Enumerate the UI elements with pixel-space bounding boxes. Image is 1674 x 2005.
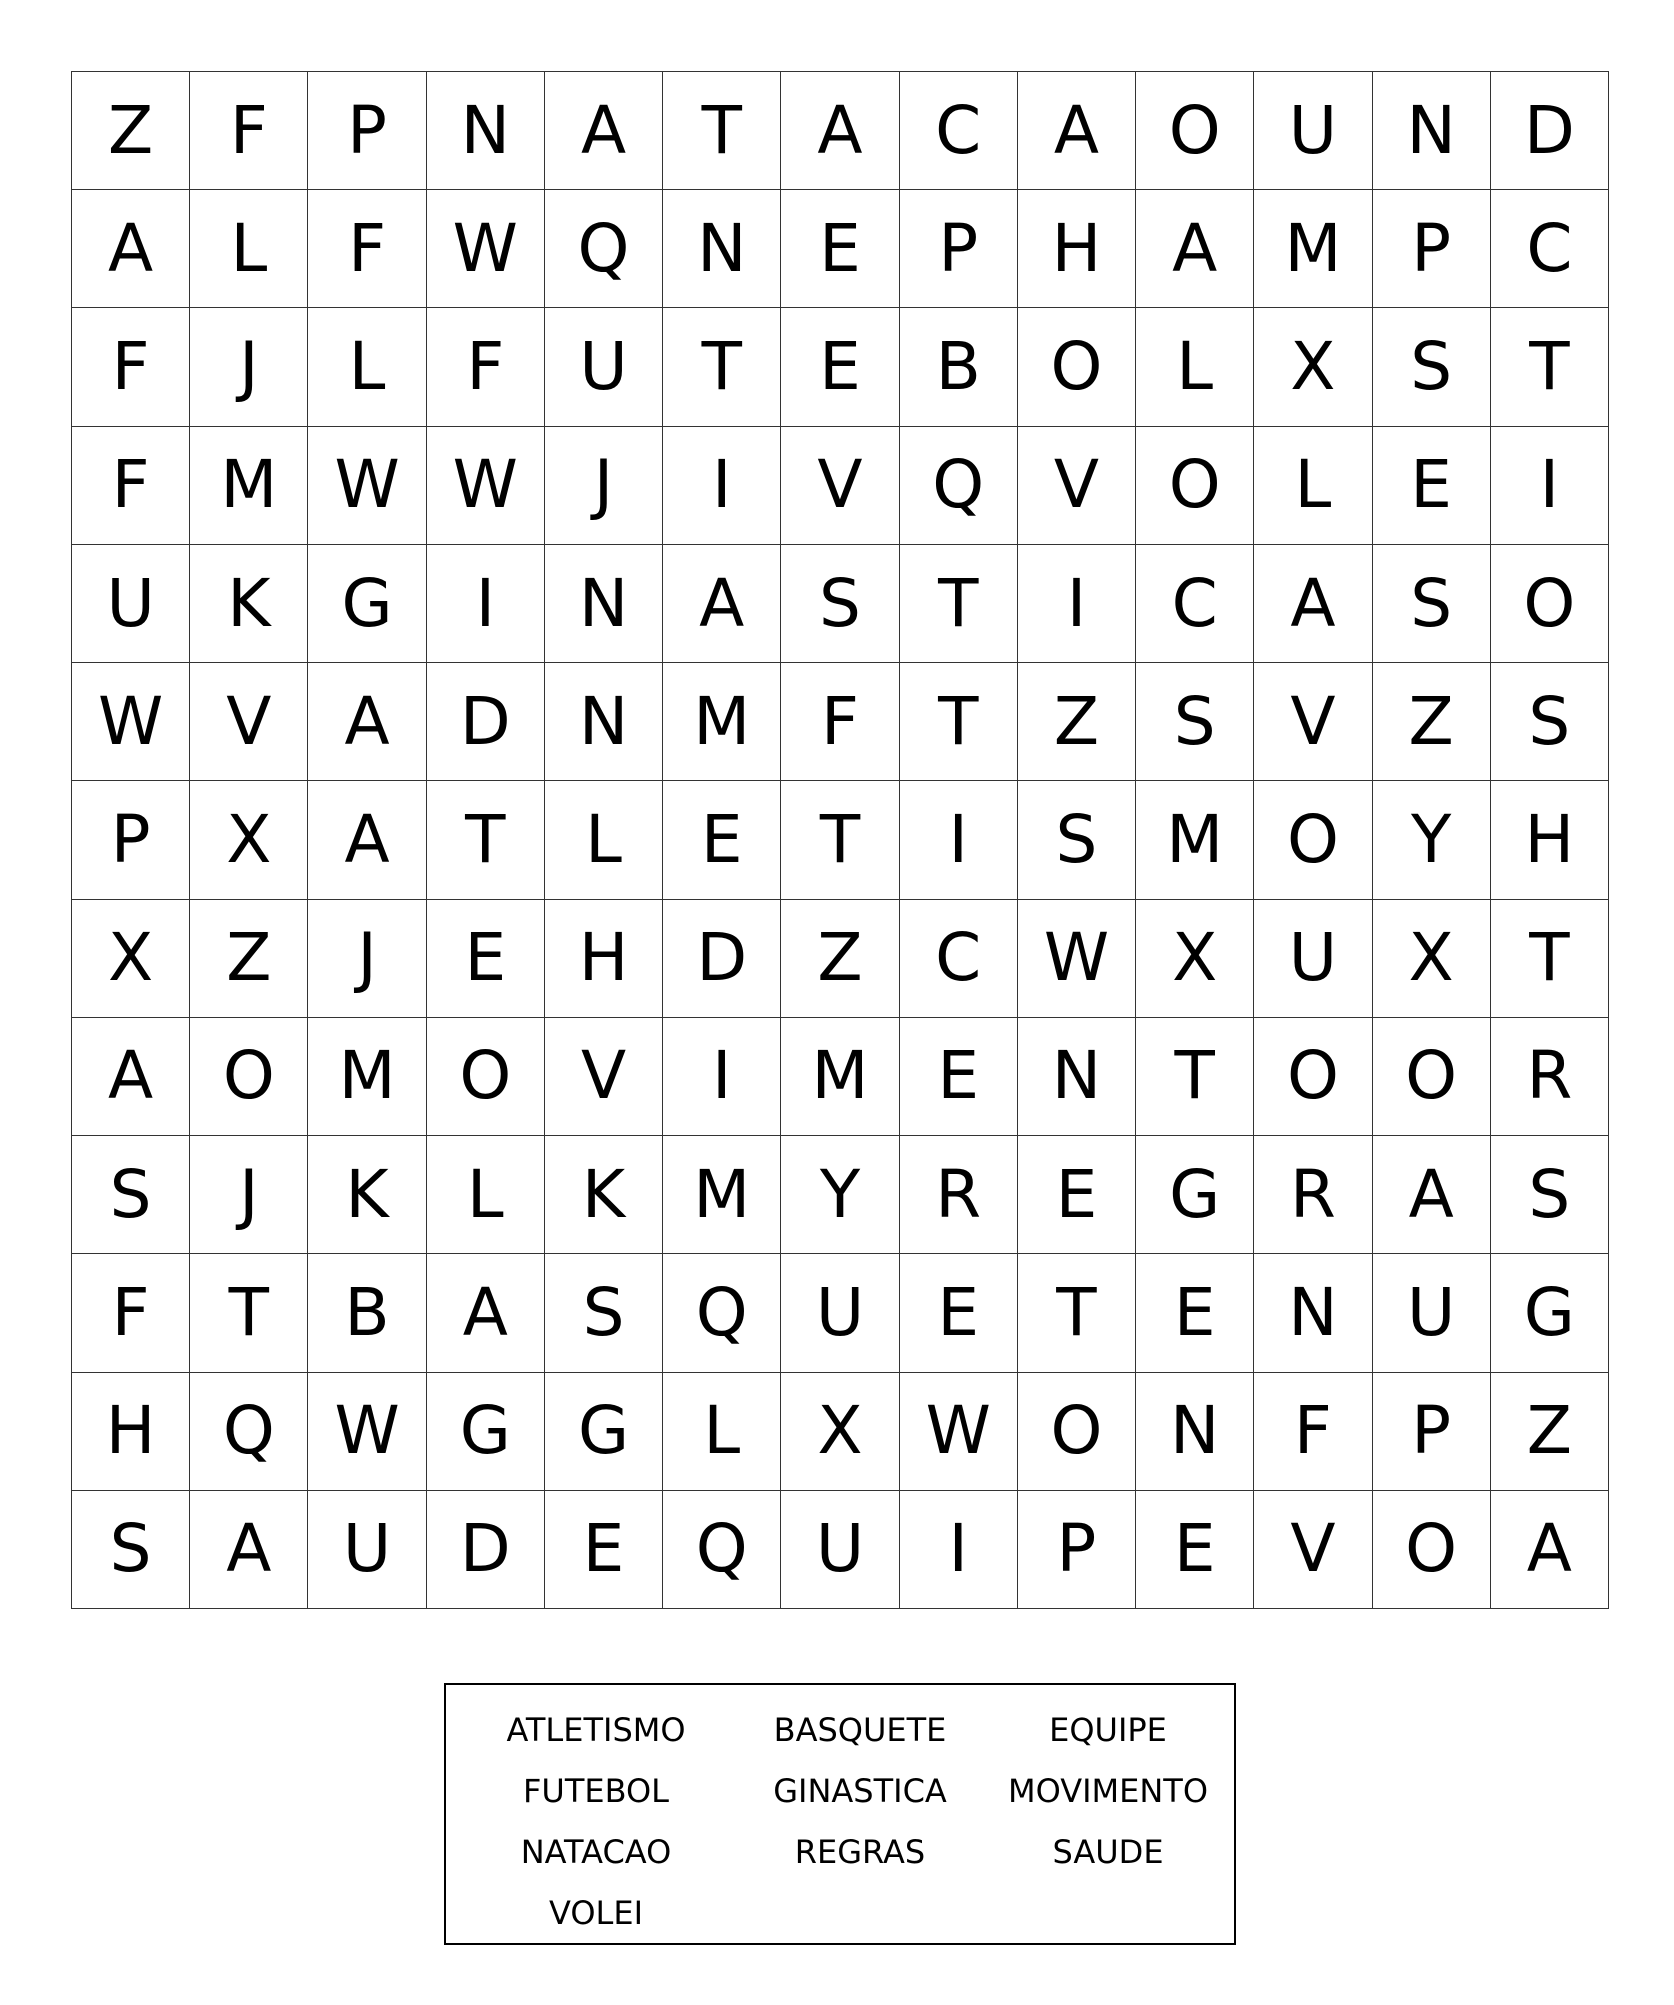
grid-cell[interactable]: O	[427, 1018, 545, 1136]
grid-cell[interactable]: X	[72, 900, 190, 1018]
grid-cell[interactable]: O	[1373, 1491, 1491, 1609]
grid-cell[interactable]: W	[308, 1373, 426, 1491]
grid-cell[interactable]: B	[900, 308, 1018, 426]
word-bank-item: NATACAO	[520, 1832, 672, 1871]
grid-cell[interactable]: A	[72, 190, 190, 308]
grid-cell[interactable]: U	[308, 1491, 426, 1609]
grid-cell[interactable]: J	[545, 427, 663, 545]
grid-cell[interactable]: L	[190, 190, 308, 308]
grid-cell[interactable]: H	[1018, 190, 1136, 308]
word-bank-item: EQUIPE	[1049, 1710, 1167, 1749]
grid-cell[interactable]: I	[663, 427, 781, 545]
grid-cell[interactable]: G	[1491, 1254, 1609, 1372]
grid-cell[interactable]: D	[427, 663, 545, 781]
grid-cell[interactable]: X	[1254, 308, 1372, 426]
grid-cell[interactable]: F	[72, 427, 190, 545]
grid-cell[interactable]: E	[545, 1491, 663, 1609]
grid-cell[interactable]: H	[545, 900, 663, 1018]
grid-cell[interactable]: R	[1491, 1018, 1609, 1136]
word-bank-item: BASQUETE	[773, 1710, 947, 1749]
grid-cell[interactable]: T	[427, 781, 545, 899]
grid-cell[interactable]: W	[427, 190, 545, 308]
grid-cell[interactable]: O	[1136, 427, 1254, 545]
grid-cell[interactable]: M	[663, 1136, 781, 1254]
grid-cell[interactable]: L	[427, 1136, 545, 1254]
grid-cell[interactable]: E	[900, 1254, 1018, 1372]
grid-cell[interactable]: S	[1491, 663, 1609, 781]
grid-cell[interactable]: Y	[1373, 781, 1491, 899]
grid-cell[interactable]: Z	[1373, 663, 1491, 781]
grid-cell[interactable]: A	[427, 1254, 545, 1372]
word-bank-item: MOVIMENTO	[1007, 1771, 1209, 1810]
grid-cell[interactable]: V	[545, 1018, 663, 1136]
grid-cell[interactable]: I	[1491, 427, 1609, 545]
grid-cell[interactable]: M	[1254, 190, 1372, 308]
grid-cell[interactable]: N	[663, 190, 781, 308]
word-list	[464, 1699, 1224, 1943]
grid-cell[interactable]: V	[781, 427, 899, 545]
grid-cell[interactable]: Q	[545, 190, 663, 308]
grid-cell[interactable]: U	[1373, 1254, 1491, 1372]
grid-cell[interactable]: T	[663, 308, 781, 426]
grid-cell[interactable]: W	[900, 1373, 1018, 1491]
grid-cell[interactable]: P	[900, 190, 1018, 308]
grid-cell[interactable]: F	[308, 190, 426, 308]
grid-cell[interactable]: I	[1018, 545, 1136, 663]
grid-cell[interactable]: O	[1254, 781, 1372, 899]
grid-cell[interactable]: N	[1018, 1018, 1136, 1136]
grid-cell[interactable]: C	[900, 72, 1018, 190]
grid-cell[interactable]: P	[72, 781, 190, 899]
grid-cell[interactable]: O	[1136, 72, 1254, 190]
grid-cell[interactable]: K	[190, 545, 308, 663]
grid-cell[interactable]: U	[1254, 900, 1372, 1018]
grid-cell[interactable]: W	[308, 427, 426, 545]
grid-cell[interactable]: T	[190, 1254, 308, 1372]
grid-cell[interactable]: A	[663, 545, 781, 663]
grid-cell[interactable]: X	[1373, 900, 1491, 1018]
grid-cell[interactable]: T	[900, 663, 1018, 781]
grid-cell[interactable]: O	[1018, 1373, 1136, 1491]
word-bank-item: GINASTICA	[773, 1771, 947, 1810]
grid-cell[interactable]: A	[1491, 1491, 1609, 1609]
grid-cell[interactable]: L	[308, 308, 426, 426]
grid-cell[interactable]: E	[1136, 1254, 1254, 1372]
grid-cell[interactable]: U	[1254, 72, 1372, 190]
grid-cell[interactable]: G	[427, 1373, 545, 1491]
grid-cell[interactable]: R	[1254, 1136, 1372, 1254]
grid-cell[interactable]: W	[427, 427, 545, 545]
grid-cell[interactable]: M	[781, 1018, 899, 1136]
grid-cell[interactable]: P	[308, 72, 426, 190]
grid-cell[interactable]: T	[900, 545, 1018, 663]
grid-cell[interactable]: N	[545, 545, 663, 663]
grid-cell[interactable]: A	[781, 72, 899, 190]
grid-cell[interactable]: J	[190, 1136, 308, 1254]
grid-cell[interactable]: F	[781, 663, 899, 781]
grid-cell[interactable]: L	[545, 781, 663, 899]
grid-cell[interactable]: U	[72, 545, 190, 663]
grid-cell[interactable]: L	[663, 1373, 781, 1491]
grid-cell[interactable]: U	[545, 308, 663, 426]
grid-cell[interactable]: A	[1373, 1136, 1491, 1254]
grid-cell[interactable]: N	[1373, 72, 1491, 190]
grid-cell[interactable]: M	[1136, 781, 1254, 899]
grid-cell[interactable]: S	[1018, 781, 1136, 899]
grid-cell[interactable]: M	[190, 427, 308, 545]
grid-cell[interactable]: E	[1373, 427, 1491, 545]
grid-cell[interactable]: S	[1136, 663, 1254, 781]
grid-cell[interactable]: S	[545, 1254, 663, 1372]
grid-cell[interactable]: N	[1136, 1373, 1254, 1491]
grid-cell[interactable]: O	[1491, 545, 1609, 663]
grid-cell[interactable]: G	[545, 1373, 663, 1491]
grid-cell[interactable]: O	[190, 1018, 308, 1136]
grid-cell[interactable]: A	[308, 663, 426, 781]
grid-cell[interactable]: L	[1254, 427, 1372, 545]
grid-cell[interactable]: C	[1136, 545, 1254, 663]
grid-cell[interactable]: E	[781, 190, 899, 308]
grid-cell[interactable]: N	[545, 663, 663, 781]
grid-cell[interactable]: Y	[781, 1136, 899, 1254]
grid-cell[interactable]: Q	[900, 427, 1018, 545]
grid-cell[interactable]: O	[1018, 308, 1136, 426]
grid-cell[interactable]: E	[781, 308, 899, 426]
grid-cell[interactable]: E	[663, 781, 781, 899]
grid-cell[interactable]: Z	[190, 900, 308, 1018]
word-bank-item: ATLETISMO	[506, 1710, 686, 1749]
grid-cell[interactable]: T	[1491, 308, 1609, 426]
grid-cell[interactable]: K	[308, 1136, 426, 1254]
grid-cell[interactable]: P	[1373, 1373, 1491, 1491]
grid-cell[interactable]: I	[900, 781, 1018, 899]
grid-cell[interactable]: E	[1136, 1491, 1254, 1609]
grid-cell[interactable]: F	[190, 72, 308, 190]
grid-cell[interactable]: I	[427, 545, 545, 663]
grid-cell[interactable]: T	[781, 781, 899, 899]
grid-cell[interactable]: U	[781, 1254, 899, 1372]
grid-cell[interactable]: K	[545, 1136, 663, 1254]
grid-cell[interactable]: S	[781, 545, 899, 663]
grid-cell[interactable]: F	[72, 308, 190, 426]
grid-cell[interactable]: D	[663, 900, 781, 1018]
grid-cell[interactable]: J	[190, 308, 308, 426]
grid-cell[interactable]: T	[1491, 900, 1609, 1018]
grid-cell[interactable]: A	[190, 1491, 308, 1609]
grid-cell[interactable]: Z	[72, 72, 190, 190]
grid-cell[interactable]: C	[1491, 190, 1609, 308]
grid-cell[interactable]: J	[308, 900, 426, 1018]
grid-cell[interactable]: T	[663, 72, 781, 190]
grid-cell[interactable]: D	[427, 1491, 545, 1609]
grid-cell[interactable]: N	[1254, 1254, 1372, 1372]
grid-cell[interactable]: A	[1018, 72, 1136, 190]
grid-cell[interactable]: A	[1136, 190, 1254, 308]
grid-cell[interactable]: A	[308, 781, 426, 899]
grid-cell[interactable]: G	[1136, 1136, 1254, 1254]
grid-cell[interactable]: X	[1136, 900, 1254, 1018]
grid-cell[interactable]: Q	[190, 1373, 308, 1491]
grid-cell[interactable]: Z	[1018, 663, 1136, 781]
word-bank-item: VOLEI	[549, 1893, 643, 1932]
grid-cell[interactable]: H	[1491, 781, 1609, 899]
grid-cell[interactable]: P	[1018, 1491, 1136, 1609]
grid-cell[interactable]: M	[663, 663, 781, 781]
grid-cell[interactable]: F	[427, 308, 545, 426]
grid-cell[interactable]: A	[72, 1018, 190, 1136]
grid-cell[interactable]: F	[1254, 1373, 1372, 1491]
grid-cell[interactable]: D	[1491, 72, 1609, 190]
grid-cell[interactable]: S	[1373, 545, 1491, 663]
grid-cell[interactable]: Q	[663, 1254, 781, 1372]
grid-cell[interactable]: Q	[663, 1491, 781, 1609]
grid-cell[interactable]: S	[1373, 308, 1491, 426]
grid-cell[interactable]: W	[72, 663, 190, 781]
grid-cell[interactable]: E	[1018, 1136, 1136, 1254]
grid-cell[interactable]: P	[1373, 190, 1491, 308]
grid-cell[interactable]: T	[1018, 1254, 1136, 1372]
grid-cell[interactable]: V	[1018, 427, 1136, 545]
grid-cell[interactable]: L	[1136, 308, 1254, 426]
grid-cell[interactable]: H	[72, 1373, 190, 1491]
grid-cell[interactable]: S	[72, 1136, 190, 1254]
grid-cell[interactable]: Z	[1491, 1373, 1609, 1491]
grid-cell[interactable]: V	[1254, 663, 1372, 781]
grid-cell[interactable]: M	[308, 1018, 426, 1136]
grid-cell[interactable]: E	[427, 900, 545, 1018]
grid-cell[interactable]: A	[1254, 545, 1372, 663]
word-bank-item: FUTEBOL	[523, 1771, 669, 1810]
grid-cell[interactable]: C	[900, 900, 1018, 1018]
grid-cell[interactable]: S	[72, 1491, 190, 1609]
grid-cell[interactable]: O	[1254, 1018, 1372, 1136]
grid-cell[interactable]: V	[1254, 1491, 1372, 1609]
grid-cell[interactable]: V	[190, 663, 308, 781]
grid-cell[interactable]: I	[663, 1018, 781, 1136]
word-bank-item: SAUDE	[1052, 1832, 1164, 1871]
grid-cell[interactable]: I	[900, 1491, 1018, 1609]
grid-cell[interactable]: X	[781, 1373, 899, 1491]
word-bank-item: REGRAS	[794, 1832, 926, 1871]
grid-cell[interactable]: A	[545, 72, 663, 190]
grid-cell[interactable]: F	[72, 1254, 190, 1372]
grid-cell[interactable]: G	[308, 545, 426, 663]
grid-cell[interactable]: B	[308, 1254, 426, 1372]
grid-cell[interactable]: X	[190, 781, 308, 899]
grid-cell[interactable]: S	[1491, 1136, 1609, 1254]
grid-cell[interactable]: R	[900, 1136, 1018, 1254]
grid-cell[interactable]: U	[781, 1491, 899, 1609]
word-bank	[444, 1683, 1236, 1945]
grid-cell[interactable]: O	[1373, 1018, 1491, 1136]
grid-cell[interactable]: N	[427, 72, 545, 190]
grid-cell[interactable]: Z	[781, 900, 899, 1018]
grid-cell[interactable]: W	[1018, 900, 1136, 1018]
grid-cell[interactable]: T	[1136, 1018, 1254, 1136]
grid-cell[interactable]: E	[900, 1018, 1018, 1136]
letter-grid	[71, 71, 1609, 1609]
